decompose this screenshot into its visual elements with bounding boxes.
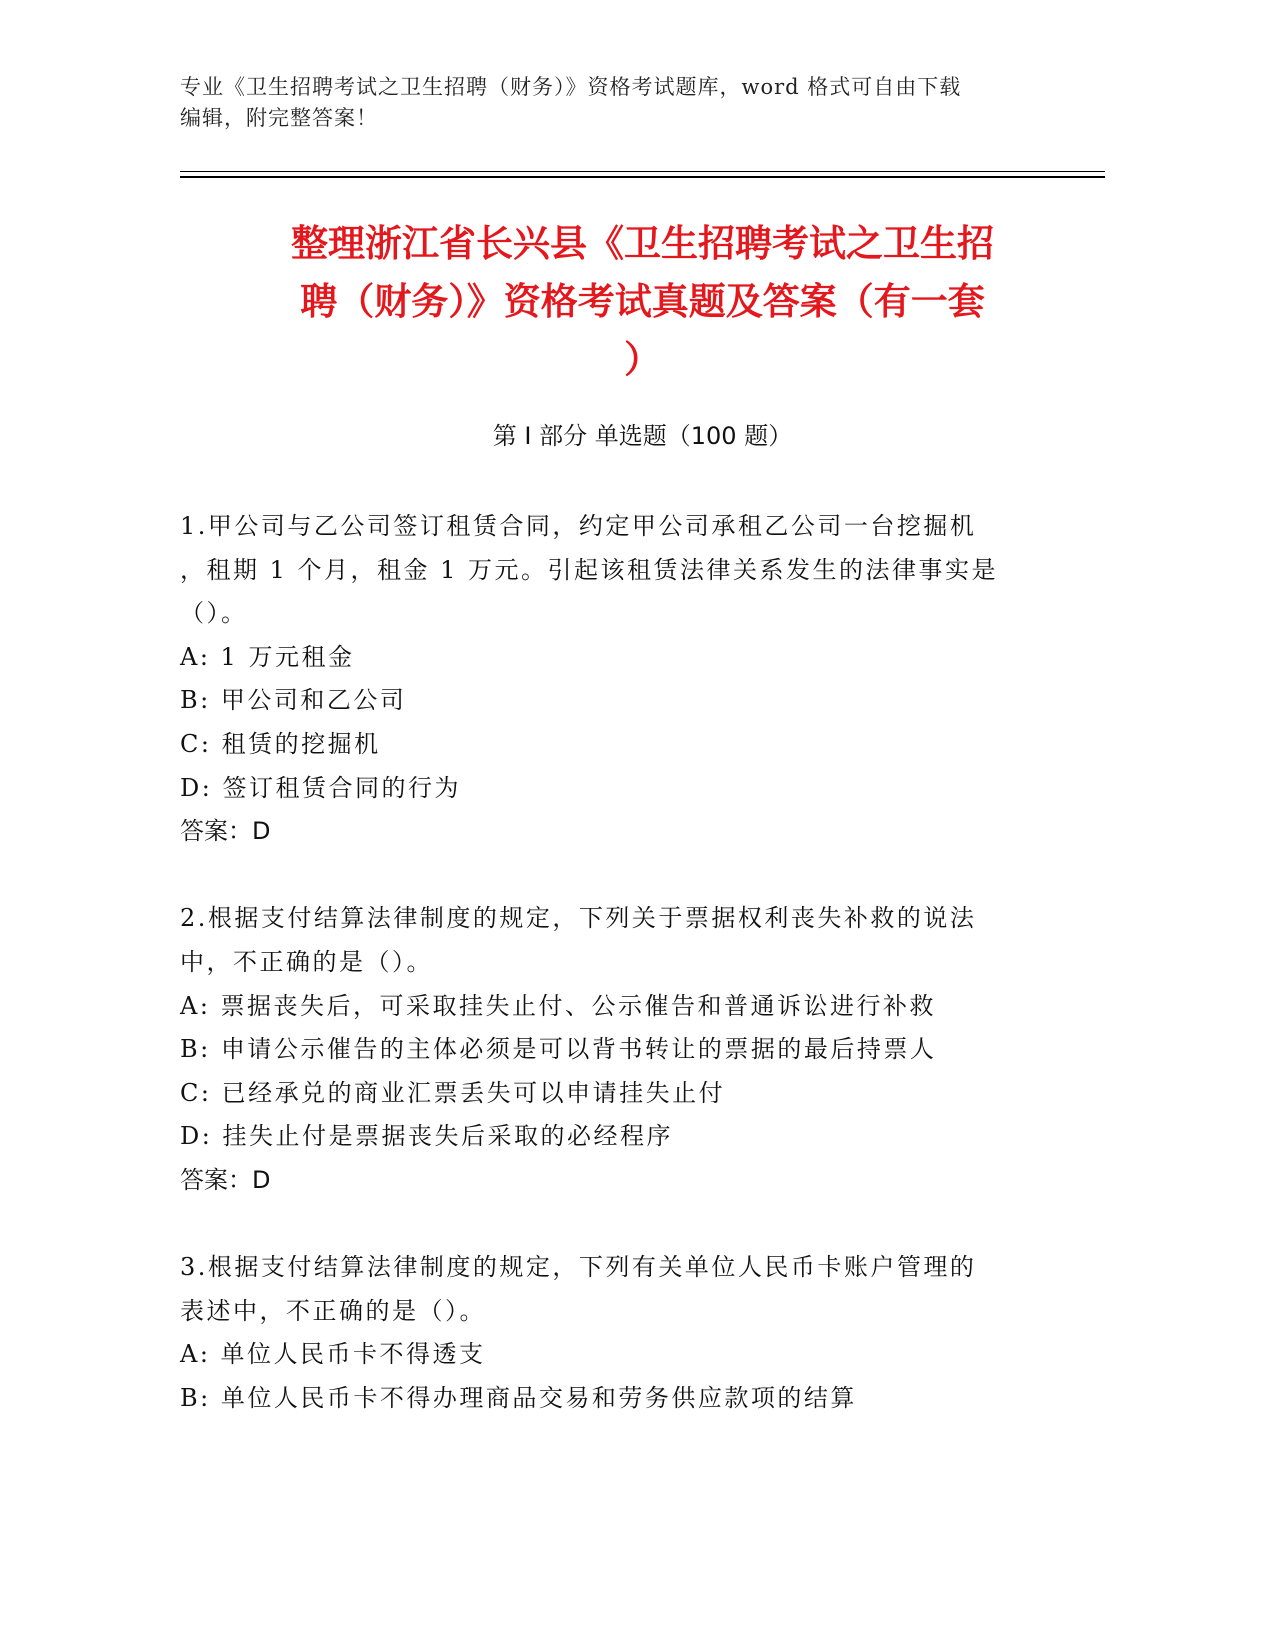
header-note bbox=[180, 72, 1040, 134]
header-note-line: 编辑，附完整答案！ bbox=[180, 106, 378, 130]
document-title bbox=[180, 215, 1105, 389]
header-divider-thin bbox=[180, 171, 1105, 172]
title-line: ） bbox=[624, 338, 661, 381]
answer-line: 答案：D bbox=[180, 817, 271, 846]
option-b: B: 申请公示催告的主体必须是可以背书转让的票据的最后持票人 bbox=[180, 1035, 937, 1064]
question-item bbox=[180, 897, 1020, 1202]
title-line: 聘（财务）》资格考试真题及答案（有一套 bbox=[300, 280, 985, 323]
question-stem-line: 中，不正确的是（）。 bbox=[180, 947, 433, 976]
title-line: 整理浙江省长兴县《卫生招聘考试之卫生招 bbox=[291, 222, 994, 265]
question-stem-line: 2.根据支付结算法律制度的规定，下列关于票据权利丧失补救的说法 bbox=[180, 904, 977, 933]
option-b: B: 甲公司和乙公司 bbox=[180, 686, 407, 715]
question-list bbox=[180, 505, 1020, 1464]
header-divider-thick bbox=[180, 176, 1105, 178]
section-heading: 第 I 部分 单选题（100 题） bbox=[492, 422, 793, 450]
option-a: A: 1 万元租金 bbox=[180, 642, 355, 671]
option-a: A: 票据丧失后，可采取挂失止付、公示催告和普通诉讼进行补救 bbox=[180, 991, 937, 1020]
option-c: C: 已经承兑的商业汇票丢失可以申请挂失止付 bbox=[180, 1078, 726, 1107]
option-a: A: 单位人民币卡不得透支 bbox=[180, 1340, 486, 1369]
question-stem-line: （）。 bbox=[180, 599, 248, 628]
option-d: D: 挂失止付是票据丧失后采取的必经程序 bbox=[180, 1122, 673, 1151]
question-stem-line: 1.甲公司与乙公司签订租赁合同，约定甲公司承租乙公司一台挖掘机 bbox=[180, 512, 977, 540]
option-d: D: 签订租赁合同的行为 bbox=[180, 773, 461, 802]
question-stem-line: ，租期 1 个月，租金 1 万元。引起该租赁法律关系发生的法律事实是 bbox=[180, 555, 999, 584]
question-stem-line: 表述中，不正确的是（）。 bbox=[180, 1296, 486, 1325]
option-c: C: 租赁的挖掘机 bbox=[180, 729, 381, 758]
answer-line: 答案：D bbox=[180, 1165, 271, 1194]
header-note-line: 专业《卫生招聘考试之卫生招聘（财务）》资格考试题库，word 格式可自由下载 bbox=[180, 75, 962, 99]
option-b: B: 单位人民币卡不得办理商品交易和劳务供应款项的结算 bbox=[180, 1383, 857, 1412]
question-item bbox=[180, 505, 1020, 854]
question-stem-line: 3.根据支付结算法律制度的规定，下列有关单位人民币卡账户管理的 bbox=[180, 1253, 977, 1282]
question-item bbox=[180, 1246, 1020, 1420]
